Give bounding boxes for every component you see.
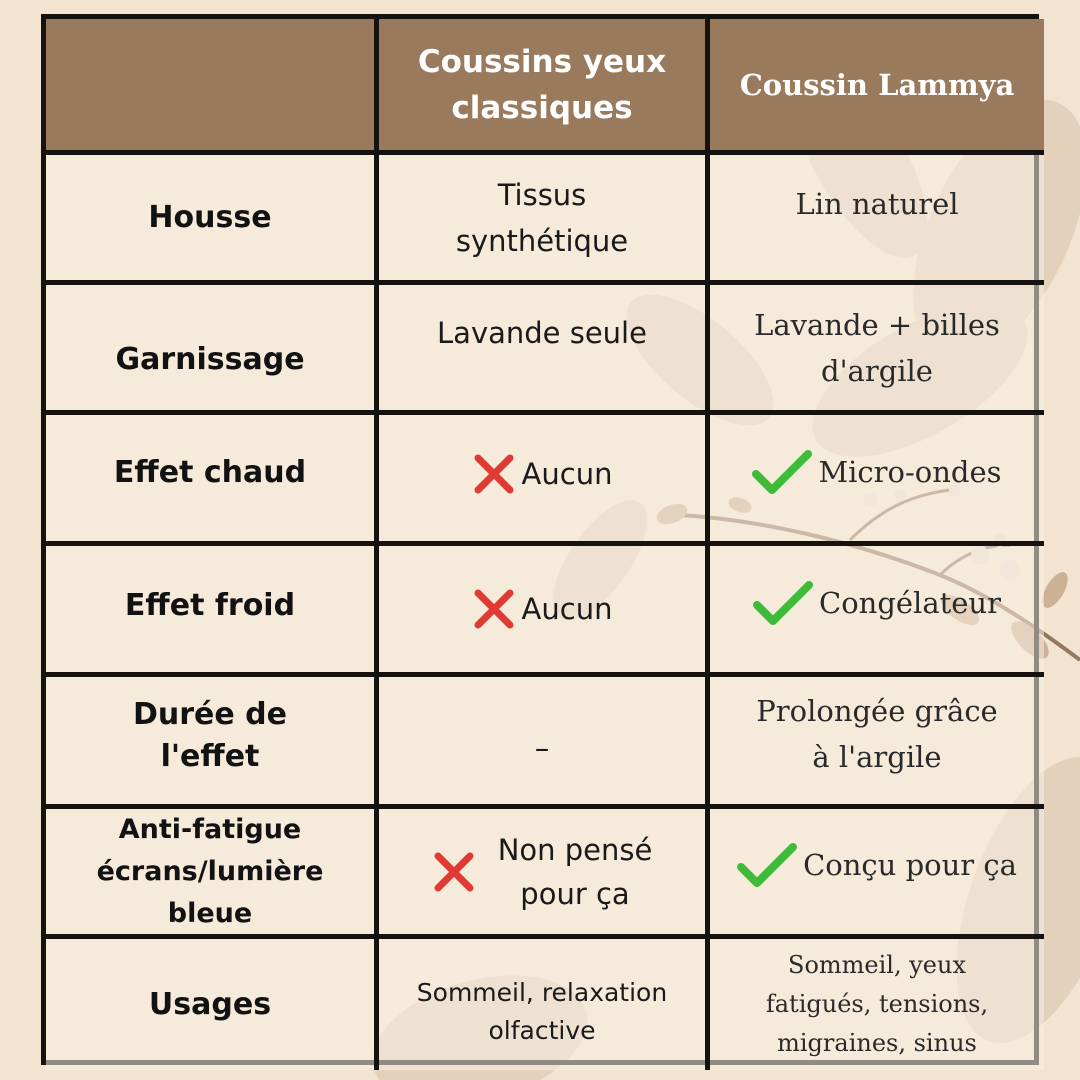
header-classic-line1: Coussins yeux [417,43,667,80]
header-empty-cell [46,19,379,155]
row-label-effet-froid: Effet froid [46,546,379,677]
header-lammya-cushion [710,19,1044,155]
classic-effet-chaud: Aucun [379,415,710,546]
lammya-usages: Sommeil, yeux fatigués, tensions, migraines, sinus [710,939,1044,1070]
classic-garnissage: Lavande seule [379,285,710,415]
lammya-housse: Lin naturel [710,155,1044,285]
classic-effet-froid: Aucun [379,546,710,677]
check-mark-icon [753,579,813,627]
row-label-anti-fatigue: Anti-fatigue écrans/lumière bleue [46,809,379,939]
row-label-usages: Usages [46,939,379,1070]
cross-mark-icon [432,850,476,894]
lammya-effet-chaud: Micro-ondes [710,415,1044,546]
header-classic-cushions [379,19,710,155]
lammya-effet-froid: Congélateur [710,546,1044,677]
cross-mark-icon [472,587,516,631]
classic-housse: Tissus synthétique [379,155,710,285]
classic-usages: Sommeil, relaxation olfactive [379,939,710,1070]
row-label-garnissage: Garnissage [46,285,379,415]
header-lammya-label: Coussin Lammya [739,67,1015,102]
check-mark-icon [752,448,812,496]
header-classic-line2: classiques [451,89,633,126]
row-label-duree-effet: Durée de l'effet [46,677,379,809]
lammya-duree-effet: Prolongée grâce à l'argile [710,677,1044,809]
lammya-garnissage: Lavande + billes d'argile [710,285,1044,415]
cross-mark-icon [472,452,516,496]
row-label-housse: Housse [46,155,379,285]
lammya-anti-fatigue: Conçu pour ça [710,809,1044,939]
row-label-effet-chaud: Effet chaud [46,415,379,546]
classic-duree-effet: – [379,677,710,809]
comparison-table [41,14,1039,1065]
classic-anti-fatigue: Non pensé pour ça [379,809,710,939]
check-mark-icon [737,841,797,889]
